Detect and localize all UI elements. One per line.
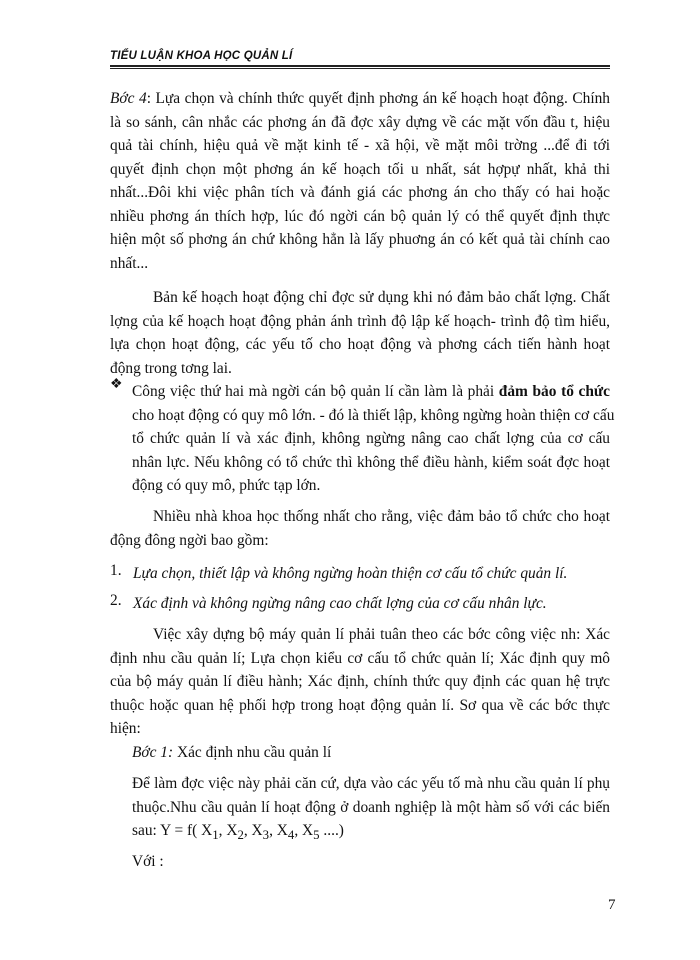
bullet-line: nhân lực. Nếu không có tổ chức thì không thể điều hành, kiểm soát đợc hoạt [132,453,610,471]
bullet-line: Công việc thứ hai mà ngời cán bộ quản lí cần làm là phải đảm bảo tổ chức [132,383,610,400]
with-label: Với : [132,853,164,870]
formula-line: sau: Y = f( $X_1$, $X_2$, $X_3$, $X_4$, $X_5$ ....) [132,822,344,843]
quality-line: Bản kế hoạch hoạt động chỉ đợc sử dụng khi nó đảm bảo chất lợng. Chất [153,289,610,306]
step4-paragraph [110,87,610,275]
list-item: Lựa chọn, thiết lập và không ngừng hoàn thiện cơ cấu tổ chức quản lí. [133,565,568,582]
apparatus-line: của bộ máy quản lí điều hành; Xác định, chính thức quy định các quan hệ trực [110,673,610,690]
bullet-paragraph [132,380,615,498]
page-number: 7 [608,897,616,913]
bullet-line: tổ chức quản lí và xác định, không ngừng nâng cao chất lợng của cơ cấu [132,430,610,447]
scientists-line: động đông ngời bao gồm: [110,531,269,549]
quality-line: lợng của kế hoạch hoạt động phản ánh trình độ lập kế hoạch- trình độ tìm hiểu, [110,312,610,330]
header-title: TIỂU LUẬN KHOA HỌC QUẢN LÍ [110,50,293,62]
list-number: 1. [110,562,122,579]
apparatus-line: định nhu cầu quản lí; Lựa chọn kiểu cơ cấu tổ chức quản lí; Xác định quy mô [110,649,610,667]
scientists-line: Nhiều nhà khoa học thống nhất cho rằng, việc đảm bảo tổ chức cho hoạt [153,508,610,525]
demand-line: Để làm đợc việc này phải căn cứ, dựa vào các yếu tố mà nhu cầu quản lí phụ [132,775,610,792]
step1-label: Bớc 1: [132,744,174,761]
bullet-line: động có quy mô, phức tạp lớn. [132,477,321,494]
bold-phrase: đảm bảo tổ chức [498,383,610,400]
step4-line: hiện một số phơng án chứ không hẳn là lấy phuơng án có kết quả tài chính cao [110,231,610,248]
apparatus-line: thuộc hoặc quan hệ phối hợp trong hoạt động quản lí. Sơ qua về các bớc thực [110,696,610,714]
bullet-line: cho hoạt động có quy mô lớn. - đó là thiết lập, không ngừng hoàn thiện cơ cấu [132,406,615,424]
step4-label: Bớc 4 [110,90,147,107]
four-diamond-bullet-icon: ❖ [110,377,123,392]
step4-line: quyết định chọn một phơng án kế hoạch tối u nhất, sát hợpự nhất, khả thi [110,160,610,178]
quality-line: động trong tơng lai. [110,359,232,377]
apparatus-paragraph [110,623,610,741]
list-number: 2. [110,592,122,609]
apparatus-line: Việc xây dựng bộ máy quản lí phải tuân theo các bớc công việc nh: Xác [153,626,610,643]
step4-line: quả tài chính, hiệu quả về mặt kinh tế - xã hội, về mặt môi trờng ...để đi tới [110,137,610,154]
step1-heading: Bớc 1: Xác định nhu cầu quản lí [132,744,332,761]
demand-paragraph [132,772,610,848]
apparatus-line: hiện: [110,720,141,737]
page-header [110,50,610,62]
quality-line: lựa chọn hoạt động, các yếu tố cho hoạt động và phơng cách tiến hành hoạt [110,336,610,353]
step4-line: nhiều phơng án thích hợp, lúc đó ngời cán bộ quản lý có thể quyết định thực [110,207,610,225]
list-item: Xác định và không ngừng nâng cao chất lợng của cơ cấu nhân lực. [133,595,547,612]
step4-line: nhất...Đôi khi việc phân tích và đánh giá các phơng án cho thấy có hai hoặc [110,184,610,201]
scientists-paragraph [110,505,610,552]
step4-line: nhất... [110,254,149,272]
step4-line: là so sánh, cân nhắc các phơng án đã đợc xây dựng về các mặt vốn đầu t, hiệu [110,113,610,131]
demand-line: thuộc.Nhu cầu quản lí hoạt động ở doanh nghiệp là một hàm số với các biến [132,798,610,816]
quality-paragraph [110,286,610,380]
header-rule [110,65,610,69]
step4-line: Bớc 4: Lựa chọn và chính thức quyết định phơng án kế hoạch hoạt động. Chính [110,90,610,107]
